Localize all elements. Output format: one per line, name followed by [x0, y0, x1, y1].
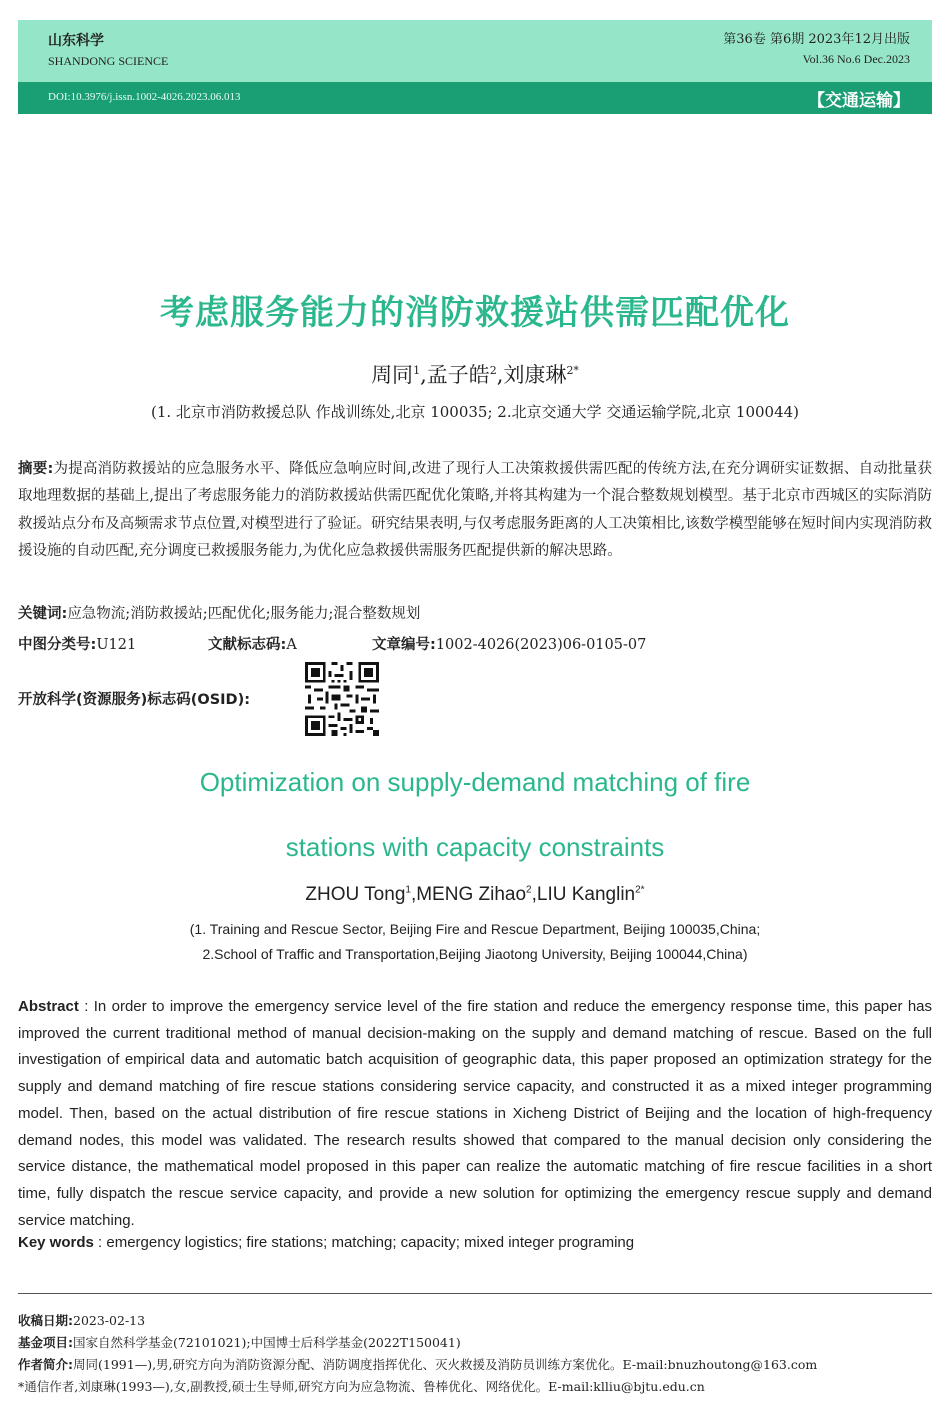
author-separator: ,: [410, 884, 417, 905]
title-cn: 考虑服务能力的消防救援站供需匹配优化: [160, 293, 790, 333]
doi[interactable]: DOI:10.3976/j.issn.1002-4026.2023.06.013: [48, 91, 241, 103]
received-label: 收稿日期:: [18, 1313, 73, 1328]
osid-row: [18, 688, 250, 709]
author-affil-mark: 2*: [635, 884, 645, 896]
author-affil-mark: 2: [526, 884, 532, 896]
author-name: LIU Kanglin: [536, 884, 636, 905]
osid-label: 开放科学(资源服务)标志码(OSID):: [18, 692, 251, 708]
author-bio-label: 作者简介:: [18, 1357, 73, 1372]
keywords-en: [18, 1234, 634, 1251]
keywords-text-cn: 应急物流;消防救援站;匹配优化;服务能力;混合整数规划: [67, 606, 421, 622]
keywords-text-en: emergency logistics; fire stations; matching; capacity; mixed integer programing: [106, 1234, 635, 1251]
document-code: [208, 633, 297, 654]
clc-label: 中图分类号:: [18, 637, 97, 653]
article-number: [372, 633, 646, 654]
author-affil-mark: 2: [489, 364, 497, 377]
volume-info-cn: 第36卷 第6期 2023年12月出版: [723, 32, 910, 47]
volume-info-en: Vol.36 No.6 Dec.2023: [802, 52, 910, 66]
footnote-divider: [18, 1293, 932, 1294]
footnote-received: [18, 1311, 145, 1329]
journal-header: [18, 20, 932, 82]
keywords-separator-en: :: [93, 1234, 103, 1251]
abstract-text-cn: 为提高消防救援站的应急服务水平、降低应急响应时间,改进了现行人工决策救援供需匹配的传统方法,在充分调研实证数据、自动批量获取地理数据的基础上,提出了考虑服务能力的消防救援站供需匹配优化策略,并将其构建为一个混合整数规划模型。基于北京市西城区的实际消防救援站点分布及高频需求节点位置,对模型进行了验证。研究结果表明,与仅考虑服务距离的人工决策相比,该数学模型能够在短时间内实现消防救援设施的自动匹配,充分调度已救援服务能力,为优化应急救援供需服务匹配提供新的解决思路。: [18, 461, 932, 559]
authors-en: [0, 884, 950, 906]
journal-name-en: SHANDONG SCIENCE: [48, 54, 169, 68]
authors-cn: [0, 359, 950, 389]
abstract-en: [18, 994, 932, 1234]
author-separator: ,: [496, 363, 504, 387]
fund-label: 基金项目:: [18, 1335, 73, 1350]
author-affil-mark: 1: [405, 884, 411, 896]
section-label: 【交通运输】: [808, 91, 910, 111]
author-separator: ,: [420, 363, 427, 387]
author-name: 刘康琳: [503, 363, 567, 387]
affiliation-en-line2: 2.School of Traffic and Transportation,Beijing Jiaotong University, Beijing 100044,China): [202, 946, 748, 962]
abstract-label-en: Abstract: [18, 998, 79, 1015]
author-name: MENG Zihao: [416, 884, 527, 905]
doc-code-label: 文献标志码:: [208, 637, 287, 653]
abstract-text-en: In order to improve the emergency service level of the fire station and reduce the emergency response time, this paper has improved the current traditional method of manual decision-making on the supply and demand matching of rescue. Based on the full investigation of empirical data and automatic batch acquisition of geographic data, this paper proposed an optimization strategy for the supply and demand matching of fire rescue stations considering service capacity, and constructed it as a mixed integer programming model. Then, based on the actual distribution of fire rescue stations in Xicheng District of Beijing and the location of high-frequency demand nodes, this model was validated. The research results showed that compared to the manual decision only considering the service distance, the mathematical model proposed in this paper can realize the automatic matching of fire rescue facilities in a short time, fully dispatch the rescue service capacity, and provide a new solution for optimizing the emergency rescue supply and demand service matching.: [18, 998, 933, 1229]
article-no-label: 文章编号:: [372, 637, 436, 653]
abstract-label-cn: 摘要:: [18, 461, 54, 477]
author-name: 孟子皓: [426, 363, 490, 387]
footnote-author-bio: [18, 1355, 817, 1373]
author-affil-mark: 2*: [566, 364, 579, 377]
osid-qr-code-icon[interactable]: [305, 662, 379, 736]
author-bio-text: 周同(1991—),男,研究方向为消防资源分配、消防调度指挥优化、灭火救援及消防员训练方案优化。E-mail:bnuzhoutong@163.com: [73, 1357, 818, 1372]
journal-name-cn: 山东科学: [48, 33, 104, 49]
doi-bar: [18, 82, 932, 114]
title-en-line2: stations with capacity constraints: [285, 832, 665, 862]
abstract-separator-en: :: [78, 998, 89, 1015]
keywords-label-cn: 关键词:: [18, 606, 68, 622]
author-affil-mark: 1: [413, 364, 421, 377]
author-name: ZHOU Tong: [305, 884, 406, 905]
fund-text: 国家自然科学基金(72101021);中国博士后科学基金(2022T150041): [73, 1335, 461, 1350]
clc-number: [18, 633, 136, 654]
clc-value: U121: [96, 637, 137, 653]
abstract-cn: [18, 456, 932, 565]
article-no-value: 1002-4026(2023)06-0105-07: [435, 637, 647, 653]
footnote-fund: [18, 1333, 461, 1351]
author-separator: ,: [531, 884, 537, 905]
affiliation-cn: (1. 北京市消防救援总队 作战训练处,北京 100035; 2.北京交通大学 交通运输学院,北京 100044): [150, 403, 800, 421]
keywords-label-en: Key words: [18, 1234, 94, 1251]
keywords-cn: [18, 602, 420, 623]
received-date: 2023-02-13: [73, 1313, 146, 1328]
author-name: 周同: [371, 363, 414, 387]
affiliation-en-line1: (1. Training and Rescue Sector, Beijing Fire and Rescue Department, Beijing 100035,China;: [189, 921, 761, 937]
doc-code-value: A: [286, 637, 297, 653]
title-en-line1: Optimization on supply-demand matching of fire: [199, 767, 751, 797]
footnote-corresponding: *通信作者,刘康琳(1993—),女,副教授,硕士生导师,研究方向为应急物流、鲁棒优化、网络优化。E-mail:klliu@bjtu.edu.cn: [18, 1379, 705, 1394]
